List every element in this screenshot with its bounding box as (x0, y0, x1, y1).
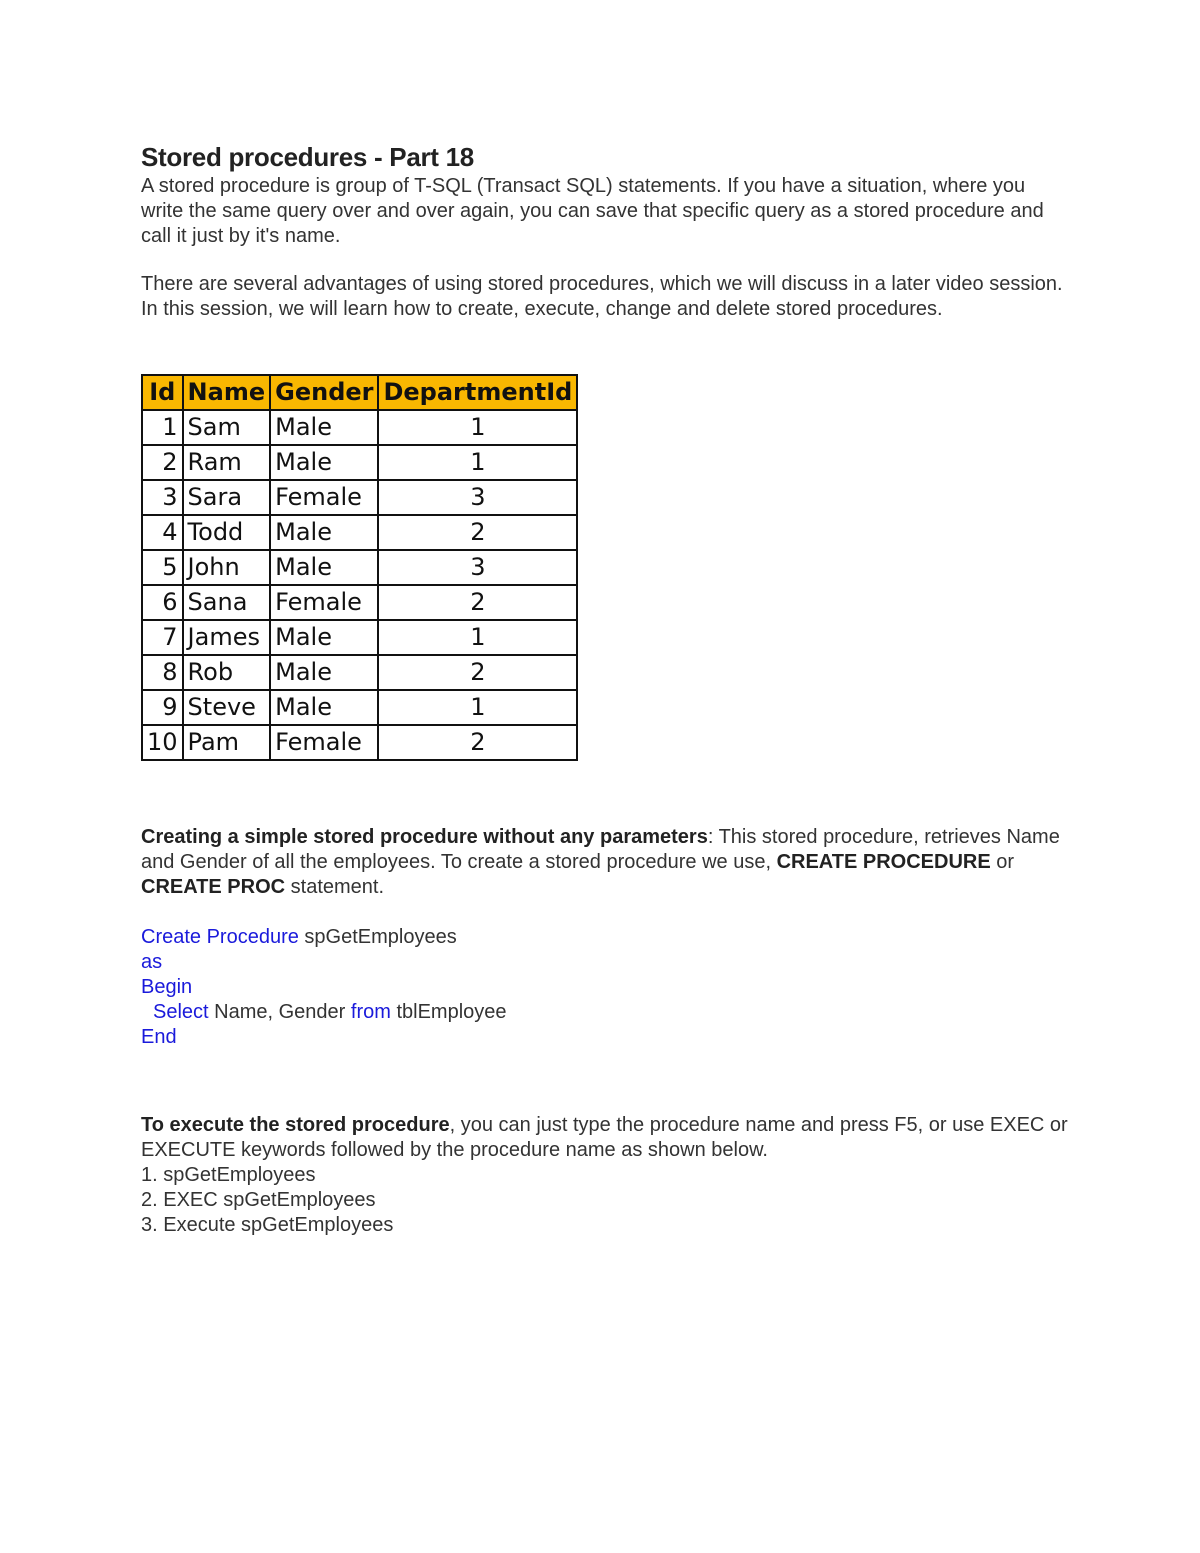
column-header-gender: Gender (270, 375, 378, 410)
cell-id: 8 (142, 655, 183, 690)
execute-section-text: , you can just type the procedure name and press F5, or use EXEC or EXECUTE keywords followed by the procedure name as shown below. (141, 1114, 1068, 1162)
cell-id: 7 (142, 620, 183, 655)
table-row (142, 725, 577, 760)
advantages-paragraph: There are several advantages of using stored procedures, which we will discuss in a later video session. In this session, we will learn how to create, execute, change and delete stored procedures. (141, 273, 1063, 321)
cell-name: Sam (183, 410, 271, 445)
cell-departmentid: 1 (378, 620, 577, 655)
cell-gender: Male (270, 445, 378, 480)
cell-gender: Male (270, 655, 378, 690)
intro-paragraph: A stored procedure is group of T-SQL (Transact SQL) statements. If you have a situation, where you write the same query over and over again, you can save that specific query as a stored procedure and call it just by it's name. (141, 175, 1044, 247)
cell-name: James (183, 620, 271, 655)
cell-departmentid: 2 (378, 515, 577, 550)
table-row (142, 410, 577, 445)
code-text: spGetEmployees (298, 926, 457, 949)
cell-departmentid: 3 (378, 550, 577, 585)
cell-gender: Male (270, 690, 378, 725)
create-section-paragraph (141, 825, 1071, 899)
create-section-text: : This stored procedure, retrieves Name and Gender of all the employees. To create a stored procedure we use, (141, 825, 1060, 873)
cell-departmentid: 3 (378, 480, 577, 515)
cell-departmentid: 1 (378, 410, 577, 445)
cell-departmentid: 1 (378, 690, 577, 725)
cell-name: Sara (183, 480, 271, 515)
cell-departmentid: 1 (378, 445, 577, 480)
document-page (141, 140, 1071, 1237)
table-row (142, 550, 577, 585)
create-proc-keyword: CREATE PROC (141, 875, 286, 898)
cell-departmentid: 2 (378, 585, 577, 620)
table-row (142, 445, 577, 480)
execute-section-heading: To execute the stored procedure (141, 1114, 450, 1137)
cell-name: Ram (183, 445, 271, 480)
cell-gender: Male (270, 550, 378, 585)
cell-id: 2 (142, 445, 183, 480)
code-keyword: End (141, 1025, 177, 1048)
code-keyword: Create Procedure (141, 926, 299, 949)
code-line-3 (141, 975, 1071, 1000)
code-text: tblEmployee (390, 1000, 507, 1023)
cell-id: 6 (142, 585, 183, 620)
column-header-name: Name (183, 375, 271, 410)
cell-id: 5 (142, 550, 183, 585)
code-keyword: from (350, 1000, 391, 1023)
code-keyword: Begin (141, 975, 193, 998)
table-body (142, 410, 577, 760)
cell-id: 1 (142, 410, 183, 445)
table-row (142, 620, 577, 655)
create-procedure-keyword: CREATE PROCEDURE (776, 850, 991, 873)
table-row (142, 515, 577, 550)
code-keyword: as (141, 951, 163, 974)
code-line-5 (141, 1025, 1071, 1050)
cell-name: Sana (183, 585, 271, 620)
code-text: Name, Gender (208, 1000, 351, 1023)
employee-table (141, 374, 578, 761)
cell-id: 9 (142, 690, 183, 725)
column-header-departmentid: DepartmentId (378, 375, 577, 410)
list-item: 3. Execute spGetEmployees (141, 1213, 394, 1236)
table-header-row (142, 375, 577, 410)
cell-id: 4 (142, 515, 183, 550)
table-row (142, 655, 577, 690)
create-section-or: or (990, 850, 1015, 873)
cell-departmentid: 2 (378, 725, 577, 760)
list-item: 1. spGetEmployees (141, 1163, 316, 1186)
table-row (142, 480, 577, 515)
table-row (142, 585, 577, 620)
column-header-id: Id (142, 375, 183, 410)
cell-name: Steve (183, 690, 271, 725)
cell-gender: Male (270, 620, 378, 655)
cell-id: 10 (142, 725, 183, 760)
cell-name: Rob (183, 655, 271, 690)
cell-name: Todd (183, 515, 271, 550)
cell-gender: Male (270, 410, 378, 445)
code-keyword: Select (153, 1000, 209, 1023)
cell-gender: Male (270, 515, 378, 550)
create-section-heading: Creating a simple stored procedure without any parameters (141, 825, 708, 848)
code-block (141, 925, 1071, 1049)
table-row (142, 690, 577, 725)
page-title: Stored procedures - Part 18 (141, 142, 474, 172)
list-item: 2. EXEC spGetEmployees (141, 1188, 376, 1211)
cell-id: 3 (142, 480, 183, 515)
cell-gender: Female (270, 480, 378, 515)
cell-gender: Female (270, 725, 378, 760)
cell-gender: Female (270, 585, 378, 620)
code-line-4 (141, 1000, 1071, 1025)
cell-name: Pam (183, 725, 271, 760)
code-line-1 (141, 925, 1071, 950)
cell-departmentid: 2 (378, 655, 577, 690)
code-line-2 (141, 950, 1071, 975)
cell-name: John (183, 550, 271, 585)
create-section-end: statement. (285, 875, 385, 898)
execute-section-paragraph (141, 1113, 1071, 1163)
